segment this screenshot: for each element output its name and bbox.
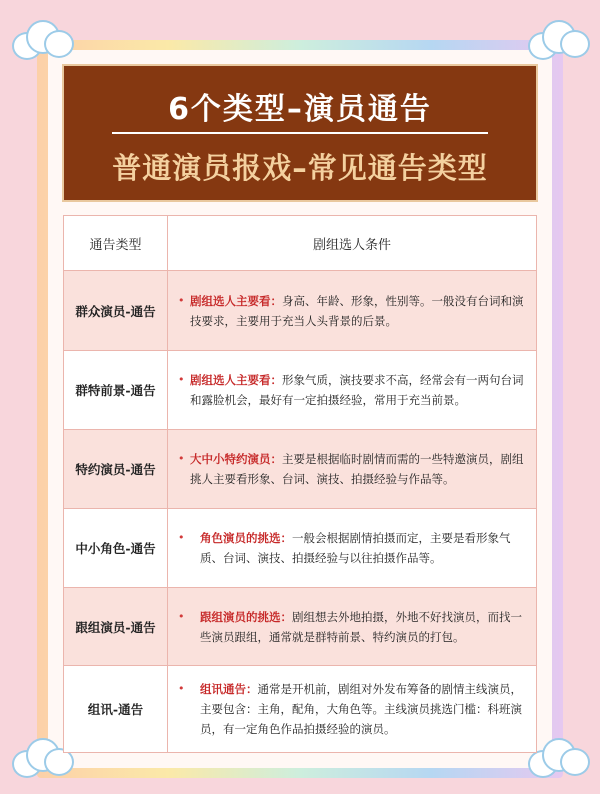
table-row xyxy=(64,509,537,588)
condition-text: 身高、年龄、形象，性别等。一般没有台词和演技要求，主要用于充当人头背景的后景。 xyxy=(190,293,524,328)
condition-key: 跟组演员的挑选： xyxy=(200,609,292,624)
table-row xyxy=(64,351,537,430)
table-row xyxy=(64,271,537,351)
table-header-row xyxy=(64,216,537,271)
conditions-cell xyxy=(168,271,537,351)
condition-text: 通常是开机前，剧组对外发布筹备的剧情主线演员，主要包含：主角，配角，大角色等。主线演员挑选门槛：科班演员，有一定角色作品拍摄经验的演员。 xyxy=(200,682,522,736)
conditions-cell xyxy=(168,666,537,753)
page-subtitle: 普通演员报戏–常见通告类型 xyxy=(112,151,488,185)
condition-key: 剧组选人主要看： xyxy=(190,373,282,387)
casting-notice-table xyxy=(63,215,537,753)
conditions-cell xyxy=(168,588,537,666)
bullet-icon: • xyxy=(178,609,185,623)
notice-type-cell: 中小角色-通告 xyxy=(64,509,168,588)
column-header-conditions: 剧组选人条件 xyxy=(168,216,537,271)
condition-text: 剧组想去外地拍摄，外地不好找演员，而找一些演员跟组，通常就是群特前景、特约演员的打包。 xyxy=(200,609,522,644)
conditions-cell xyxy=(168,509,537,588)
bullet-icon: • xyxy=(178,293,185,307)
bullet-icon: • xyxy=(178,682,185,695)
condition-key: 大中小特约演员： xyxy=(190,452,282,466)
cloud-top-right-icon xyxy=(528,18,588,58)
condition-key: 组讯通告： xyxy=(200,682,258,696)
table-row xyxy=(64,588,537,666)
condition-text: 形象气质，演技要求不高，经常会有一两句台词和露脸机会，最好有一定拍摄经验，常用于充当前景。 xyxy=(190,373,524,407)
cloud-bottom-right-icon xyxy=(528,736,588,776)
conditions-cell xyxy=(168,430,537,509)
condition-key: 角色演员的挑选： xyxy=(200,531,292,545)
notice-type-cell: 特约演员-通告 xyxy=(64,430,168,509)
table-row xyxy=(64,430,537,509)
cloud-top-left-icon xyxy=(12,18,72,58)
notice-type-cell: 组讯-通告 xyxy=(64,666,168,753)
condition-key: 剧组选人主要看： xyxy=(190,293,282,308)
header-banner xyxy=(62,64,538,202)
bullet-icon: • xyxy=(178,531,185,544)
page-title: 6个类型–演员通告 xyxy=(168,92,432,127)
condition-text: 主要是根据临时剧情而需的一些特邀演员，剧组挑人主要看形象、台词、演技、拍摄经验与作品等。 xyxy=(190,452,524,486)
table-row xyxy=(64,666,537,753)
notice-type-cell: 群众演员-通告 xyxy=(64,271,168,351)
bullet-icon: • xyxy=(178,452,185,465)
condition-text: 一般会根据剧情拍摄而定，主要是看形象气质、台词、演技、拍摄经验与以往拍摄作品等。 xyxy=(200,531,511,565)
bullet-icon: • xyxy=(178,373,185,386)
notice-type-cell: 群特前景-通告 xyxy=(64,351,168,430)
notice-type-cell: 跟组演员-通告 xyxy=(64,588,168,666)
header-divider xyxy=(112,132,488,134)
column-header-type: 通告类型 xyxy=(64,216,168,271)
conditions-cell xyxy=(168,351,537,430)
